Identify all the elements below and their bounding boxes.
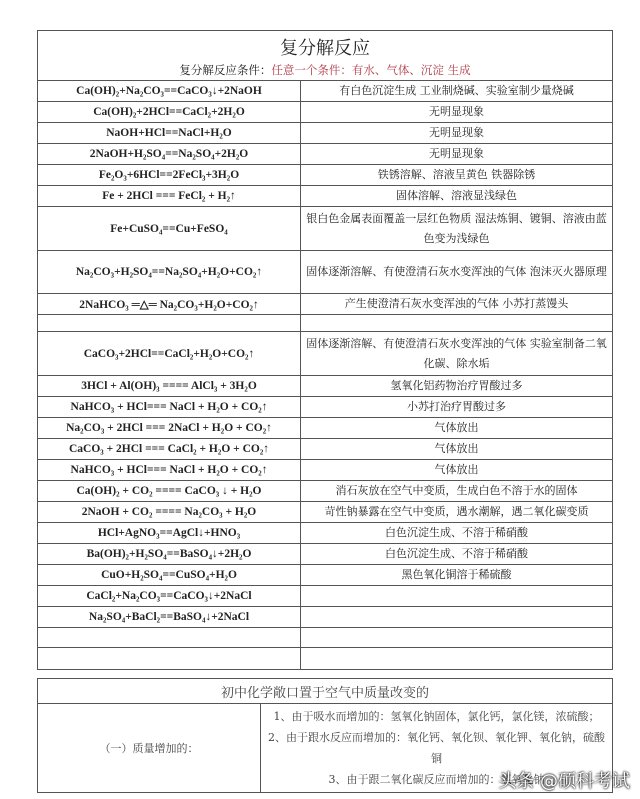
reaction-formula: NaHCO₃ + HCl=== NaCl + H₂O + CO₂↑: [38, 460, 301, 481]
reaction-description: [301, 628, 613, 648]
reaction-description: 气体放出: [301, 439, 613, 460]
reaction-description: 无明显现象: [301, 123, 613, 144]
table-title: 复分解反应: [38, 31, 613, 61]
condition-text: 任意一个条件：有水、气体、沉淀 生成: [271, 63, 471, 77]
reaction-description: 固体逐渐溶解、有使澄清石灰水变浑浊的气体 泡沫灭火器原理: [301, 251, 613, 294]
table-row: [38, 123, 613, 144]
reaction-formula: 2NaHCO₃ ═△═ Na₂CO₃+H₂O+CO₂↑: [38, 294, 301, 315]
table-row: [38, 481, 613, 502]
reaction-description: [301, 648, 613, 670]
table-row: [38, 397, 613, 418]
reaction-formula: Na₂CO₃+H₂SO₄==Na₂SO₄+H₂O+CO₂↑: [38, 251, 301, 294]
table-row: [38, 607, 613, 628]
reaction-formula: Fe+CuSO₄==Cu+FeSO₄: [38, 207, 301, 251]
reaction-description: 无明显现象: [301, 144, 613, 165]
reaction-description: 小苏打治疗胃酸过多: [301, 397, 613, 418]
reaction-description: 消石灰放在空气中变质，生成白色不溶于水的固体: [301, 481, 613, 502]
condition-label: 复分解反应条件：: [179, 63, 272, 77]
reaction-formula: Ba(OH)₂+H₂SO₄==BaSO₄↓+2H₂O: [38, 544, 301, 565]
reaction-formula: [38, 628, 301, 648]
reaction-formula: 3HCl + Al(OH)₃ ==== AlCl₃ + 3H₂O: [38, 376, 301, 397]
table-row: [38, 565, 613, 586]
reaction-description: 苛性钠暴露在空气中变质，遇水潮解，遇二氧化碳变质: [301, 502, 613, 523]
reaction-formula: 2NaOH + CO₂ ==== Na₂CO₃ + H₂O: [38, 502, 301, 523]
table-row: [38, 439, 613, 460]
reaction-formula: Fe + 2HCl === FeCl₂ + H₂↑: [38, 186, 301, 207]
table-row: [38, 81, 613, 102]
table-row: [38, 523, 613, 544]
reaction-description: 白色沉淀生成、不溶于稀硝酸: [301, 544, 613, 565]
reaction-formula: Ca(OH)₂+Na₂CO₃==CaCO₃↓+2NaOH: [38, 81, 301, 102]
reaction-description: 有白色沉淀生成 工业制烧碱、实验室制少量烧碱: [301, 81, 613, 102]
mass-increase-label: （一）质量增加的：: [38, 704, 261, 793]
reaction-formula: Ca(OH)₂+2HCl==CaCl₂+2H₂O: [38, 102, 301, 123]
table-row: [38, 186, 613, 207]
table-row: [38, 460, 613, 481]
reaction-formula: [38, 648, 301, 670]
reaction-description: [301, 586, 613, 607]
reaction-formula: 2NaOH+H₂SO₄==Na₂SO₄+2H₂O: [38, 144, 301, 165]
reaction-formula: Ca(OH)₂ + CO₂ ==== CaCO₃ ↓ + H₂O: [38, 481, 301, 502]
reaction-description: [301, 315, 613, 332]
table-row: [38, 165, 613, 186]
reaction-formula: NaHCO₃ + HCl=== NaCl + H₂O + CO₂↑: [38, 397, 301, 418]
table-row: [38, 207, 613, 251]
reaction-formula: Na₂SO₄+BaCl₂==BaSO₄↓+2NaCl: [38, 607, 301, 628]
table-row: [38, 586, 613, 607]
reaction-description: 无明显现象: [301, 102, 613, 123]
reaction-condition: [38, 60, 613, 81]
reaction-description: 固体溶解、溶液显浅绿色: [301, 186, 613, 207]
reaction-formula: Na₂CO₃ + 2HCl === 2NaCl + H₂O + CO₂↑: [38, 418, 301, 439]
reaction-description: 氢氧化铝药物治疗胃酸过多: [301, 376, 613, 397]
table-row: [38, 544, 613, 565]
reaction-formula: [38, 315, 301, 332]
table-row: [38, 144, 613, 165]
table-row: [38, 502, 613, 523]
reaction-formula: CaCO₃+2HCl==CaCl₂+H₂O+CO₂↑: [38, 332, 301, 376]
double-decomposition-table: [37, 30, 613, 670]
reaction-formula: Fe₂O₃+6HCl==2FeCl₃+3H₂O: [38, 165, 301, 186]
reaction-formula: NaOH+HCl==NaCl+H₂O: [38, 123, 301, 144]
table-row: [38, 251, 613, 294]
reaction-formula: CaCO₃ + 2HCl === CaCl₂ + H₂O + CO₂↑: [38, 439, 301, 460]
table-row: [38, 294, 613, 315]
table-row: [38, 648, 613, 670]
reaction-description: 银白色金属表面覆盖一层红色物质 湿法炼铜、镀铜、溶液由蓝色变为浅绿色: [301, 207, 613, 251]
table-row: [38, 628, 613, 648]
reaction-formula: HCl+AgNO₃==AgCl↓+HNO₃: [38, 523, 301, 544]
table-row: [38, 315, 613, 332]
reaction-formula: CaCl₂+Na₂CO₃==CaCO₃↓+2NaCl: [38, 586, 301, 607]
list-item: 2、由于跟水反应而增加的：氧化钙、氧化钡、氧化钾、氧化钠，硫酸铜: [268, 731, 605, 765]
reaction-description: 气体放出: [301, 418, 613, 439]
table-row: [38, 332, 613, 376]
table-row: [38, 102, 613, 123]
watermark: 头条 @硕科考试: [498, 771, 630, 792]
reaction-description: [301, 607, 613, 628]
list-item: 1、由于吸水而增加的：氢氧化钠固体，氯化钙，氯化镁，浓硫酸；: [273, 710, 600, 723]
reaction-description: 白色沉淀生成、不溶于稀硝酸: [301, 523, 613, 544]
reaction-description: 黑色氧化铜溶于稀硫酸: [301, 565, 613, 586]
list-item: 3、由于跟二氧化碳反应而增加的：氢氧化钠: [328, 773, 545, 786]
table-row: [38, 418, 613, 439]
reaction-description: 气体放出: [301, 460, 613, 481]
section-title: 初中化学敞口置于空气中质量改变的: [38, 679, 613, 704]
reaction-description: 固体逐渐溶解、有使澄清石灰水变浑浊的气体 实验室制备二氧化碳、除水垢: [301, 332, 613, 376]
reaction-formula: CuO+H₂SO₄==CuSO₄+H₂O: [38, 565, 301, 586]
reaction-description: 铁锈溶解、溶液呈黄色 铁器除锈: [301, 165, 613, 186]
reaction-description: 产生使澄清石灰水变浑浊的气体 小苏打蒸馒头: [301, 294, 613, 315]
table-row: [38, 376, 613, 397]
